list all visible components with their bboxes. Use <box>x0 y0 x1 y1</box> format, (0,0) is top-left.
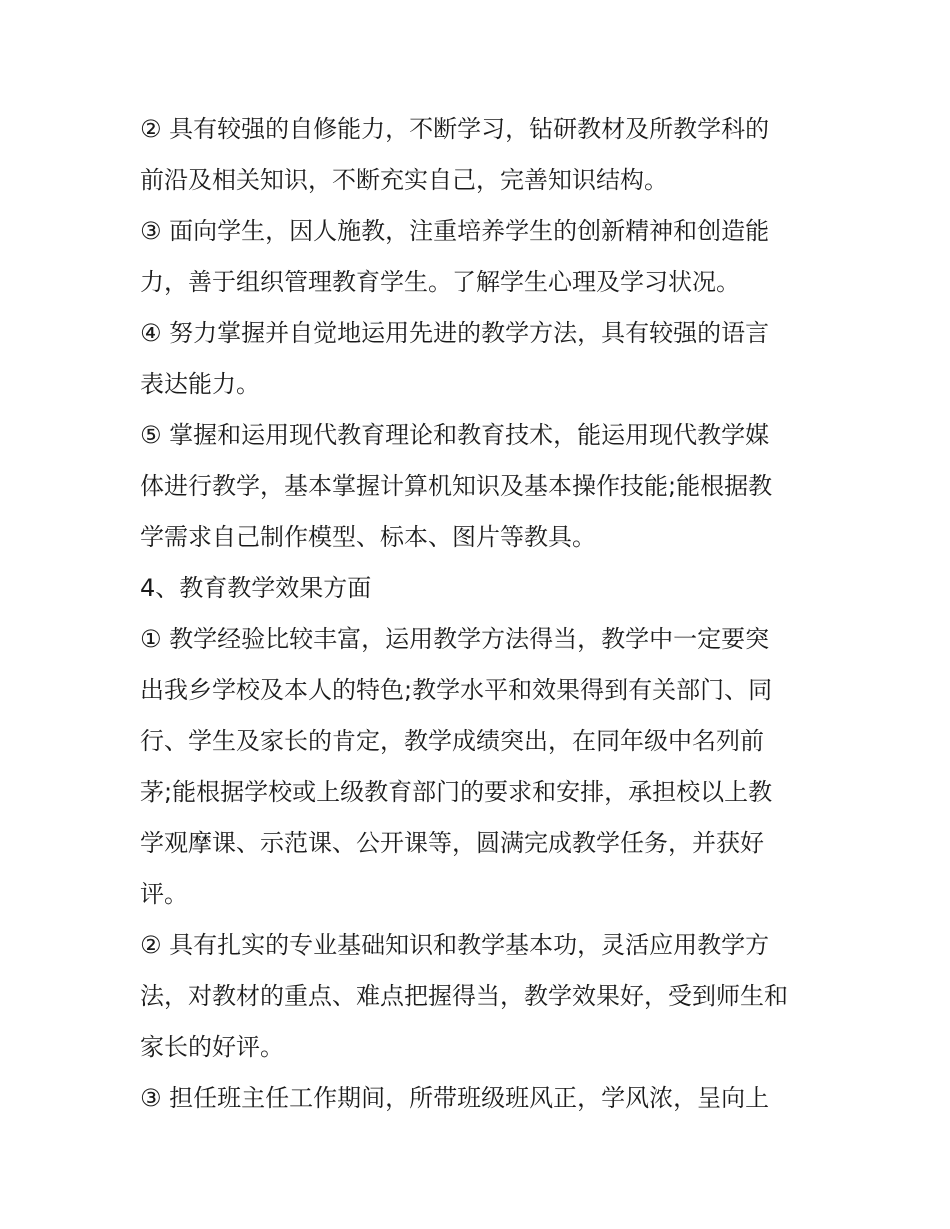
text-line: 学观摩课、示范课、公开课等，圆满完成教学任务，并获好 <box>140 829 764 857</box>
section-heading <box>140 563 820 614</box>
paragraph-item-4 <box>140 308 820 410</box>
text-line: 学需求自己制作模型、标本、图片等教具。 <box>140 523 596 551</box>
paragraph-item-5 <box>140 410 820 563</box>
text-line: ② 具有较强的自修能力，不断学习，钻研教材及所教学科的 <box>140 115 770 143</box>
text-line: 家长的好评。 <box>140 1033 284 1061</box>
paragraph-effect-3 <box>140 1073 820 1124</box>
paragraph-item-3 <box>140 206 820 308</box>
text-line: ③ 担任班主任工作期间，所带班级班风正，学风浓，呈向上 <box>140 1084 770 1112</box>
text-line: ⑤ 掌握和运用现代教育理论和教育技术，能运用现代教学媒 <box>140 421 770 449</box>
text-line: 体进行教学，基本掌握计算机知识及基本操作技能;能根据教 <box>140 472 773 500</box>
text-line: 法，对教材的重点、难点把握得当，教学效果好，受到师生和 <box>140 982 788 1010</box>
paragraph-effect-1 <box>140 614 820 920</box>
text-line: 表达能力。 <box>140 370 260 398</box>
text-line: ① 教学经验比较丰富，运用教学方法得当，教学中一定要突 <box>140 625 770 653</box>
text-line: ② 具有扎实的专业基础知识和教学基本功，灵活应用教学方 <box>140 931 770 959</box>
section-heading-text: 4、教育教学效果方面 <box>140 574 372 602</box>
text-line: ④ 努力掌握并自觉地运用先进的教学方法，具有较强的语言 <box>140 319 770 347</box>
document-body <box>140 104 820 1124</box>
text-line: 力，善于组织管理教育学生。了解学生心理及学习状况。 <box>140 268 740 296</box>
text-line: 行、学生及家长的肯定，教学成绩突出，在同年级中名列前 <box>140 727 764 755</box>
text-line: ③ 面向学生，因人施教，注重培养学生的创新精神和创造能 <box>140 217 770 245</box>
text-line: 茅;能根据学校或上级教育部门的要求和安排，承担校以上教 <box>140 778 773 806</box>
text-line: 出我乡学校及本人的特色;教学水平和效果得到有关部门、同 <box>140 676 773 704</box>
paragraph-item-2 <box>140 104 820 206</box>
paragraph-effect-2 <box>140 920 820 1073</box>
text-line: 评。 <box>140 880 188 908</box>
text-line: 前沿及相关知识，不断充实自己，完善知识结构。 <box>140 166 668 194</box>
